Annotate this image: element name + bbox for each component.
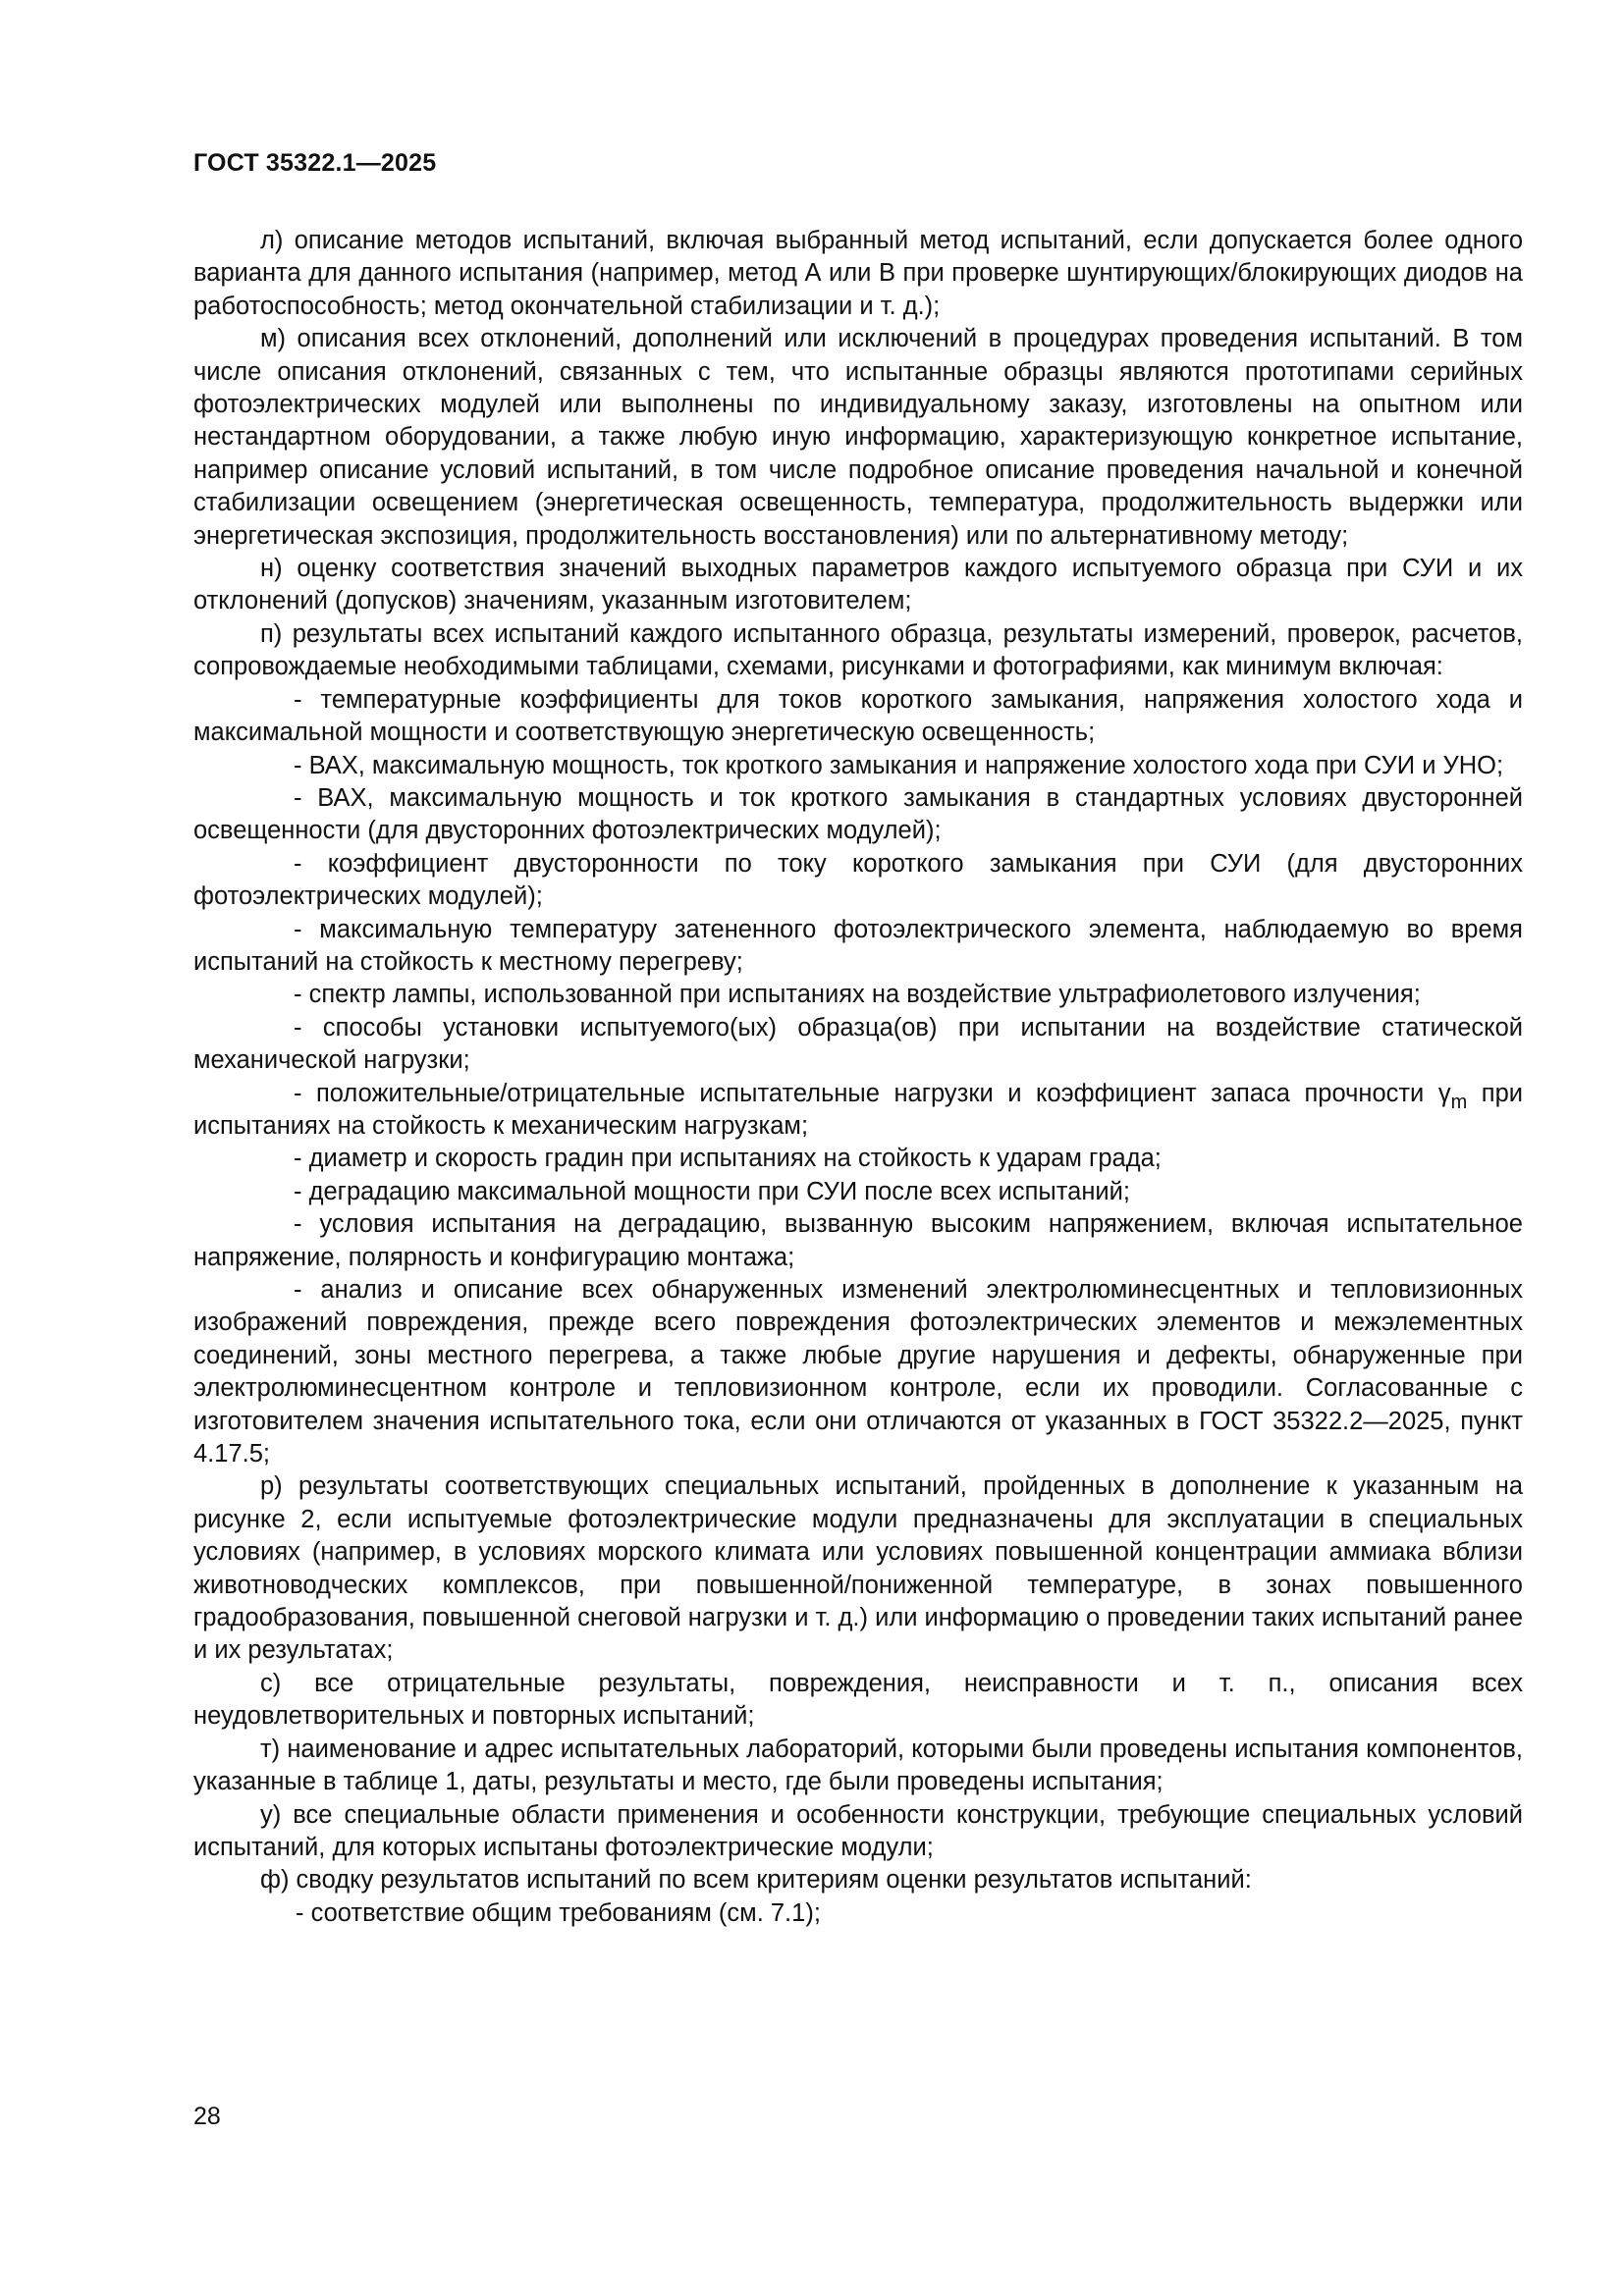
dash-item-power-degradation: - деградацию максимальной мощности при СУИ после всех испытаний;: [294, 1177, 1130, 1205]
list-item-n: н) оценку соответствия значений выходных параметров каждого испытуемого образца при СУИ и их отклонений (допусков) значениям, указанным изготовителем;: [193, 555, 1523, 615]
dash-item-temperature-coefficients: - температурные коэффициенты для токов короткого замыкания, напряжения холостого хода и максимальной мощности и соответствующую энергетическую освещенность;: [193, 685, 1523, 747]
list-item-t: т) наименование и адрес испытательных лабораторий, которыми были проведены испытания компонентов, указанные в таблице 1, даты, результаты и место, где были проведены испытания;: [193, 1735, 1523, 1796]
dash-item-hail: - диаметр и скорость градин при испытаниях на стойкость к ударам града;: [294, 1145, 1162, 1173]
list-item-f: ф) сводку результатов испытаний по всем критериям оценки результатов испытаний:: [260, 1866, 1252, 1895]
page-number: 28: [193, 2103, 221, 2130]
list-item-p: п) результаты всех испытаний каждого испытанного образца, результаты измерений, проверок, расчетов, сопровождаемые необходимыми таблицами, схемами, рисунками и фотографиями, как минимум включая:: [193, 619, 1523, 681]
list-item-r: р) результаты соответствующих специальных испытаний, пройденных в дополнение к указанным на рисунке 2, если испытуемые фотоэлектрические модули предназначены для эксплуатации в специальных условиях (например, в условиях морского климата или условиях повышенной концентрации аммиака вблизи животноводческих комплексов, при повышенной/пониженной температуре, в зонах повышенного градообразования, повышенной снеговой нагрузки и т. д.) или информацию о проведении таких испытаний ранее и их результатах;: [193, 1472, 1524, 1665]
dash-item-bifaciality-coefficient: - коэффициент двусторонности по току короткого замыкания при СУИ (для двусторонних фотоэлектрических модулей);: [193, 849, 1523, 911]
dash-item-uv-lamp-spectrum: - спектр лампы, использованной при испытаниях на воздействие ультрафиолетового излучения;: [294, 981, 1421, 1009]
list-item-s: с) все отрицательные результаты, повреждения, неисправности и т. п., описания всех неудовлетворительных и повторных испытаний;: [193, 1669, 1523, 1731]
dash-item-test-loads: [193, 1078, 1523, 1144]
dash-item-test-loads-text: - положительные/отрицательные испытательные нагрузки и коэффициент запаса прочности γ: [294, 1079, 1451, 1107]
dash-item-iv-curve-stc: - ВАХ, максимальную мощность, ток кроткого замыкания и напряжение холостого хода при СУИ и УНО;: [294, 751, 1504, 779]
dash-item-test-loads-tail: при испытаниях на стойкость к механическим нагрузкам;: [193, 1079, 1523, 1140]
list-item-l: л) описание методов испытаний, включая выбранный метод испытаний, если допускается более одного варианта для данного испытания (например, метод А или В при проверке шунтирующих/блокирующих диодов на работоспособность; метод окончательной стабилизации и т. д.);: [193, 227, 1523, 320]
dash-item-hotspot-temperature: - максимальную температуру затененного фотоэлектрического элемента, наблюдаемую во время испытаний на стойкость к местному перегреву;: [193, 915, 1523, 976]
document-body: [193, 225, 1523, 1930]
document-header: ГОСТ 35322.1—2025: [193, 149, 437, 177]
dash-item-iv-curve-bifacial: - ВАХ, максимальную мощность и ток кроткого замыкания в стандартных условиях двусторонней освещенности (для двусторонних фотоэлектрических модулей);: [193, 783, 1523, 845]
gamma-subscript: m: [1450, 1091, 1468, 1113]
dash-item-pid-conditions: - условия испытания на деградацию, вызванную высоким напряжением, включая испытательное напряжение, полярность и конфигурацию монтажа;: [193, 1210, 1523, 1271]
list-item-u: у) все специальные области применения и особенности конструкции, требующие специальных условий испытаний, для которых испытаны фотоэлектрические модули;: [193, 1800, 1523, 1861]
dash-item-mounting-methods: - способы установки испытуемого(ых) образца(ов) при испытании на воздействие статической механической нагрузки;: [193, 1013, 1523, 1075]
dash-item-el-ir-analysis: - анализ и описание всех обнаруженных изменений электролюминесцентных и тепловизионных изображений повреждения, прежде всего повреждения фотоэлектрических элементов и межэлементных соединений, зоны местного перегрева, а также любые другие нарушения и дефекты, обнаруженные при электролюминесцентном контроле и тепловизионном контроле, если их проводили. Согласованные с изготовителем значения испытательного тока, если они отличаются от указанных в ГОСТ 35322.2—2025, пункт 4.17.5;: [193, 1276, 1523, 1468]
list-item-m: м) описания всех отклонений, дополнений или исключений в процедурах проведения испытаний. В том числе описания отклонений, связанных с тем, что испытанные образцы являются прототипами серийных фотоэлектрических модулей или выполнены по индивидуальному заказу, изготовлены на опытном или нестандартном оборудовании, а также любую иную информацию, характеризующую конкретное испытание, например описание условий испытаний, в том числе подробное описание проведения начальной и конечной стабилизации освещением (энергетическая освещенность, температура, продолжительность выдержки или энергетическая экспозиция, продолжительность восстановления) или по альтернативному методу;: [193, 325, 1523, 550]
dash-item-general-requirements: - соответствие общим требованиям (см. 7.1);: [296, 1898, 821, 1927]
